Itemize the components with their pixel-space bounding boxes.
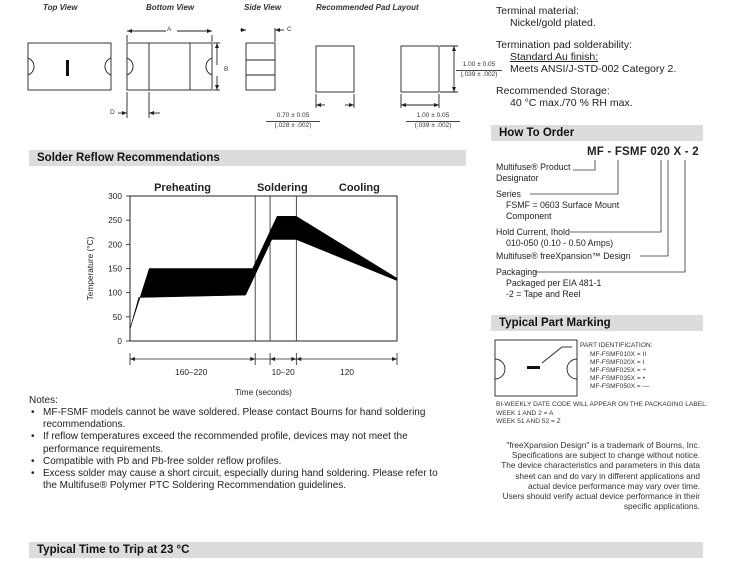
top-view-label: Top View [43, 3, 78, 12]
marking-code: MF-FSMF025X = ÷ [590, 367, 647, 374]
order-series-1: FSMF = 0603 Surface Mount [506, 200, 620, 210]
pad-width-2-inch: (.039 ± .002) [406, 121, 460, 130]
trademark-notice [460, 440, 700, 511]
reflow-header: Solder Reflow Recommendations [29, 150, 466, 166]
y-tick-label: 300 [108, 191, 122, 201]
top-view-notch-left [28, 58, 34, 75]
y-tick-label: 100 [108, 287, 122, 298]
dim-c: C [287, 26, 292, 33]
order-code: MF - FSMF 020 X - 2 [587, 146, 699, 158]
note-item [31, 456, 471, 468]
duration-arrow [296, 357, 301, 361]
pad-height-inch: (.039 ± .002) [456, 70, 502, 79]
trademark-line: actual device performance may vary over time. [528, 480, 700, 491]
marking-code: MF-FSMF010X = II [590, 351, 647, 358]
part-marking-header: Typical Part Marking [491, 315, 703, 331]
trademark-line: Users should verify actual device performance in their [502, 491, 700, 502]
top-view-notch-right [105, 58, 111, 75]
side-view-body [246, 43, 275, 90]
storage-value: 40 °C max./70 % RH max. [510, 97, 633, 109]
week-1-code: WEEK 1 AND 2 = A [496, 410, 554, 417]
duration-label: 120 [340, 367, 355, 377]
y-tick-label: 200 [108, 239, 122, 250]
order-product-2: Designator [496, 173, 539, 183]
pad-width-2: 1.00 ± 0.05 [416, 112, 450, 119]
duration-arrow [270, 357, 275, 361]
order-hold-range: 010-050 (0.10 - 0.50 Amps) [506, 238, 614, 248]
note-item [31, 468, 471, 492]
bullet-icon: • [31, 407, 35, 418]
dim-b: B [224, 66, 229, 73]
note-item [31, 407, 471, 431]
note-line: If reflow temperatures exceed the recommended profile, devices may not meet the [43, 431, 408, 443]
marking-code: MF-FSMF035X = • [590, 375, 645, 382]
bullet-icon: • [31, 431, 35, 443]
duration-arrow [250, 357, 255, 361]
biweekly-note: BI-WEEKLY DATE CODE WILL APPEAR ON THE PACKAGING LABEL: [496, 401, 708, 408]
bottom-view-body [127, 43, 212, 90]
part-id-label: PART IDENTIFICATION: [580, 342, 653, 349]
duration-label: 160–220 [175, 367, 208, 377]
pad-left [316, 46, 354, 92]
bullet-icon: • [31, 468, 35, 480]
note-line: the Multifuse® Polymer PTC Soldering Recommendation guidelines. [43, 480, 347, 492]
notes-list [31, 407, 471, 492]
note-line: performance requirements. [43, 443, 164, 455]
y-tick-label: 250 [108, 215, 122, 226]
trademark-line: The device characteristics and parameters in this data [501, 460, 700, 471]
order-series: Series [496, 189, 521, 199]
y-tick-label: 0 [117, 336, 122, 346]
side-view-label: Side View [244, 3, 282, 12]
x-axis-label: Time (seconds) [235, 387, 292, 397]
solderability-value: Meets ANSI/J-STD-002 Category 2. [510, 63, 677, 75]
bullet-icon: • [31, 455, 35, 467]
duration-arrow [392, 357, 397, 361]
duration-label: 10–20 [271, 367, 295, 377]
week-51-code: WEEK 51 AND 52 = Z [496, 418, 561, 425]
marking-code: MF-FSMF020X = I [590, 359, 645, 366]
order-design: Multifuse® freeXpansion™ Design [496, 251, 631, 261]
storage-label: Recommended Storage: [496, 85, 610, 97]
note-line: Excess solder may cause a short circuit, especially during hand soldering. Please refer to [43, 468, 438, 480]
phase-label: Preheating [154, 182, 211, 194]
notes-title: Notes: [29, 395, 58, 406]
dim-a: A [167, 26, 172, 33]
time-to-trip-header: Typical Time to Trip at 23 °C [29, 542, 703, 558]
temperature-profile-band [130, 216, 397, 329]
note-line: recommendations. [43, 419, 126, 431]
order-product-1: Multifuse® Product [496, 162, 571, 172]
trademark-line: sheet can and do vary in different applications and [515, 470, 700, 481]
reflow-chart [80, 176, 410, 398]
pad-width-1-inch: (.028 ± .002) [266, 121, 320, 130]
top-view-marking [66, 60, 69, 76]
order-hold-current: Hold Current, Ihold [496, 227, 570, 237]
y-tick-label: 50 [112, 311, 122, 322]
pad-width-1: 0.70 ± 0.05 [276, 112, 310, 119]
trademark-line: Specifications are subject to change without notice. [511, 450, 700, 461]
solderability-label: Termination pad solderability: [496, 39, 632, 51]
y-tick-label: 150 [108, 263, 122, 274]
bottom-view-label: Bottom View [146, 3, 195, 12]
duration-arrow [291, 357, 296, 361]
top-view-body [28, 43, 111, 90]
note-item [31, 431, 471, 455]
solderability-finish: Standard Au finish: [510, 51, 599, 63]
note-line: MF-FSMF models cannot be wave soldered. Please contact Bourns for hand soldering [43, 407, 426, 418]
note-line: Compatible with Pb and Pb-free solder reflow profiles. [43, 455, 282, 467]
dim-d: D [110, 109, 115, 116]
y-axis-label: Temperature (°C) [85, 236, 95, 301]
order-packaging: Packaging [496, 267, 538, 277]
terminal-material-label: Terminal material: [496, 5, 579, 17]
phase-label: Cooling [338, 182, 380, 194]
order-series-2: Component [506, 211, 552, 221]
order-pack-2: -2 = Tape and Reel [506, 289, 581, 299]
order-pack-1: Packaged per EIA 481-1 [506, 278, 602, 288]
phase-label: Soldering [256, 182, 308, 194]
trademark-line: specific applications. [623, 501, 700, 512]
trademark-line: "freeXpansion Design" is a trademark of Bourns, Inc. [506, 440, 700, 450]
terminal-material-value: Nickel/gold plated. [510, 17, 596, 29]
pad-height: 1.00 ± 0.05 [462, 61, 496, 68]
how-to-order-header: How To Order [491, 125, 703, 141]
pad-layout-label: Recommended Pad Layout [316, 3, 419, 12]
pad-right [401, 46, 439, 92]
marking-code: MF-FSMF050X = — [590, 383, 650, 390]
duration-arrow [130, 357, 135, 361]
